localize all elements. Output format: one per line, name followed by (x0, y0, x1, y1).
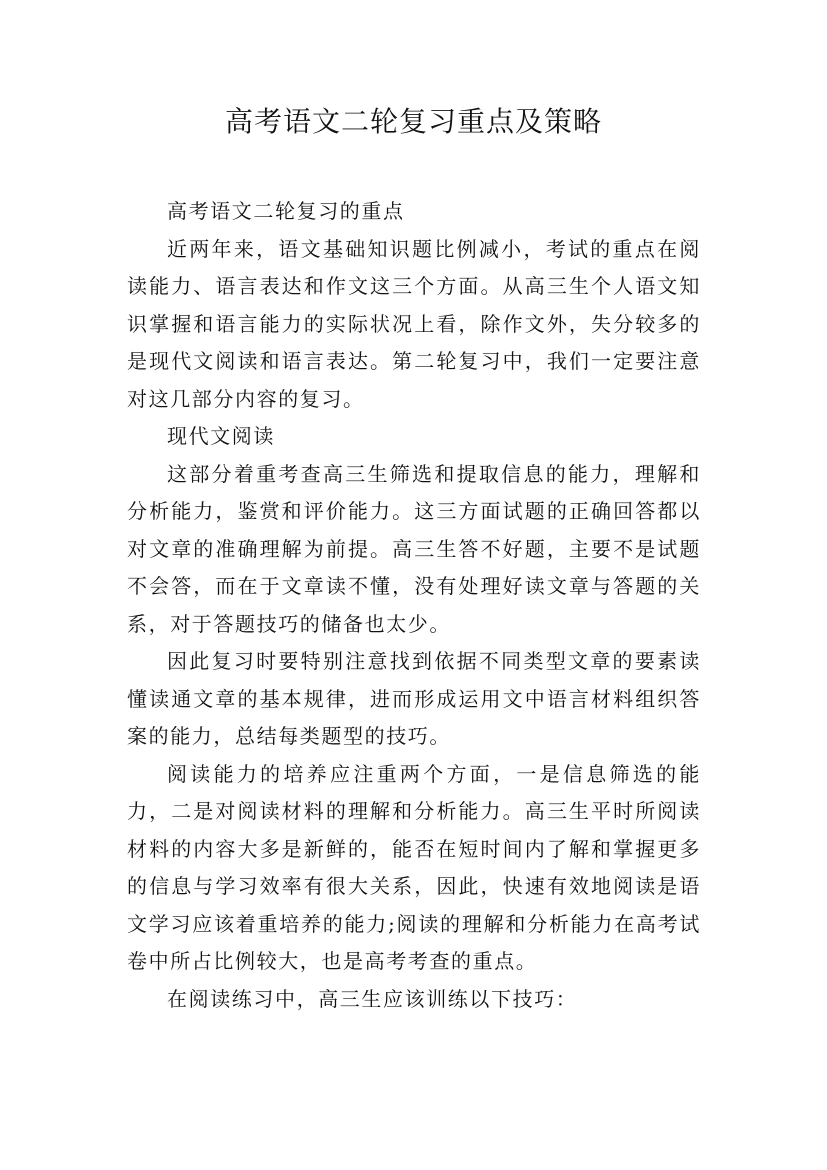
paragraph-exam-focus: 近两年来，语文基础知识题比例减小，考试的重点在阅读能力、语言表达和作文这三个方面。从高三生个人语文知识掌握和语言能力的实际状况上看，除作文外，失分较多的是现代文阅读和语言表达。第二轮复习中，我们一定要注意对这几部分内容的复习。 (127, 236, 701, 411)
paragraph-skills-intro: 在阅读练习中，高三生应该训练以下技巧： (167, 986, 578, 1011)
document-body (127, 193, 701, 1018)
document-title: 高考语文二轮复习重点及策略 (224, 105, 602, 138)
section-heading-review-focus: 高考语文二轮复习的重点 (167, 199, 405, 223)
section-heading-modern-reading: 现代文阅读 (167, 424, 275, 448)
paragraph-reading-training: 阅读能力的培养应注重两个方面，一是信息筛选的能力，二是对阅读材料的理解和分析能力。高三生平时所阅读材料的内容大多是新鲜的，能否在短时间内了解和掌握更多的信息与学习效率有很大关系，因此，快速有效地阅读是语文学习应该着重培养的能力;阅读的理解和分析能力在高考试卷中所占比例较大，也是高考考查的重点。 (127, 761, 701, 973)
paragraph-review-method: 因此复习时要特别注意找到依据不同类型文章的要素读懂读通文章的基本规律，进而形成运用文中语言材料组织答案的能力，总结每类题型的技巧。 (127, 649, 701, 748)
paragraph-reading-abilities: 这部分着重考查高三生筛选和提取信息的能力，理解和分析能力，鉴赏和评价能力。这三方面试题的正确回答都以对文章的准确理解为前提。高三生答不好题，主要不是试题不会答，而在于文章读不懂，没有处理好读文章与答题的关系，对于答题技巧的储备也太少。 (127, 461, 701, 636)
